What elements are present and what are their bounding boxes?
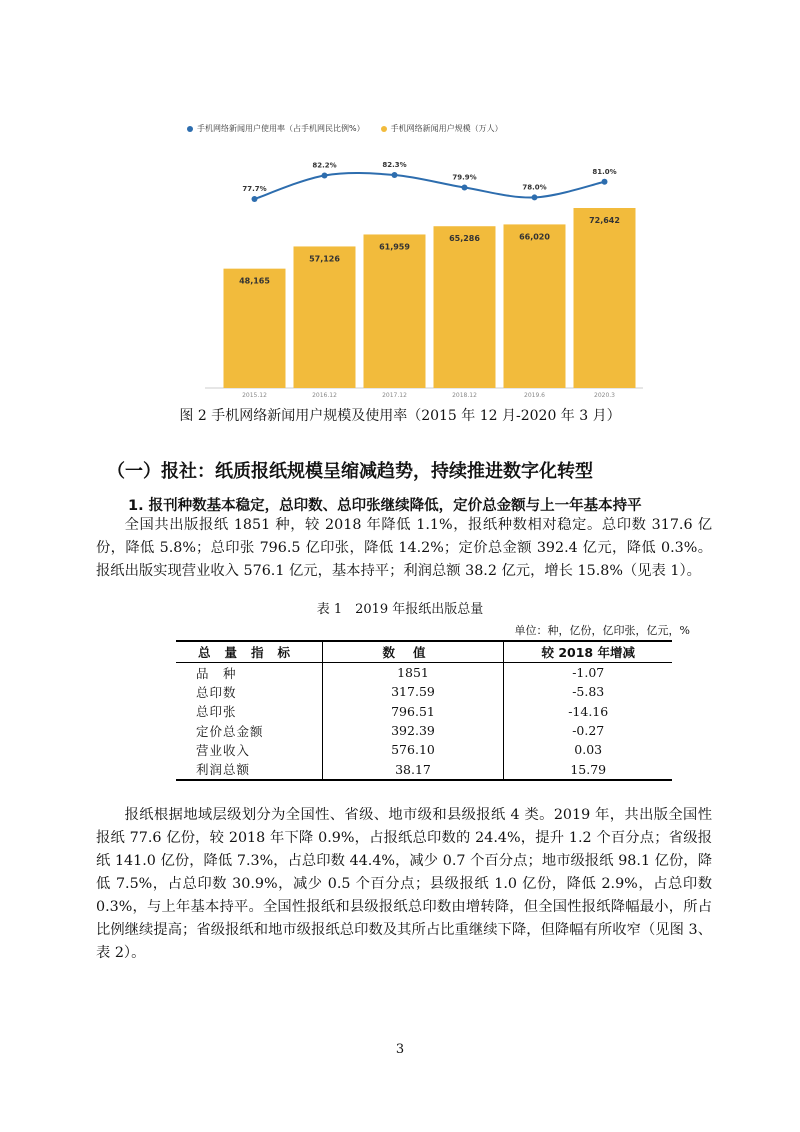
bar-label: 66,020 (519, 232, 550, 242)
rate-point (252, 196, 258, 202)
table-header-row (176, 641, 672, 663)
row-change: -14.16 (568, 703, 609, 719)
bar-2019.6 (504, 224, 566, 388)
newspaper-table (176, 640, 672, 781)
bar-label: 48,165 (239, 276, 270, 286)
bar-2018.12 (434, 226, 496, 388)
header-value: 数值 (322, 641, 504, 663)
table-row (176, 663, 672, 683)
legend-item-scale (381, 123, 503, 134)
row-change: 15.79 (504, 759, 672, 779)
row-value: 576.10 (322, 740, 504, 759)
x-tick-label: 2017.12 (382, 392, 407, 399)
row-value: 796.51 (322, 702, 504, 721)
bar-label: 61,959 (379, 242, 410, 252)
row-value: 317.59 (322, 682, 504, 701)
row-value: 38.17 (322, 759, 504, 779)
header-indicator: 总量指标 (176, 641, 322, 663)
legend-marker-rate (187, 126, 193, 132)
table-row (176, 740, 672, 759)
table-row (176, 702, 672, 721)
legend-label-rate: 手机网络新闻用户使用率（占手机网民比例%） (197, 124, 365, 133)
bar-2016.12 (294, 246, 356, 388)
rate-label: 82.3% (382, 161, 407, 169)
x-tick-label: 2015.12 (242, 392, 267, 399)
rate-label: 81.0% (592, 167, 617, 176)
rate-point (532, 194, 538, 200)
bar-2020.3 (574, 208, 636, 388)
row-label: 利润总额 (176, 759, 322, 779)
rate-point (462, 185, 468, 191)
rate-point (602, 179, 608, 185)
figure-caption: 图 2 手机网络新闻用户规模及使用率（2015 年 12 月-2020 年 3 月） (179, 408, 621, 424)
x-tick-label: 2016.12 (312, 392, 337, 399)
table-unit: 单位：种，亿份，亿印张，亿元，% (514, 624, 690, 637)
bar-label: 65,286 (449, 234, 480, 244)
sub-title: 1. 报刊种数基本稳定，总印数、总印张继续降低，定价总金额与上一年基本持平 (128, 498, 642, 514)
bar-2017.12 (364, 234, 426, 388)
x-tick-label: 2020.3 (594, 392, 615, 399)
legend-label-scale: 手机网络新闻用户规模（万人） (390, 124, 503, 133)
row-change: 0.03 (574, 742, 603, 758)
x-tick-label: 2019.6 (524, 392, 545, 399)
legend-item-rate (187, 123, 365, 134)
row-change: -1.07 (572, 665, 605, 681)
paragraph-2: 报纸根据地域层级划分为全国性、省级、地市级和县级报纸 4 类。2019 年，共出版全国性报纸 77.6 亿份，较 2018 年下降 0.9%，占报纸总印数的 24.4%，提升 1.2 个百分点；省级报纸 141.0 亿份，降低 7.3%，占总印数 44.4%，减少 0.7 个百分点；地市级报纸 98.1 亿份，降低 7.5%，占总印数 30.9%，减少 0.5 个百分点；县级报纸 1.0 亿份，降低 2.9%，占总印数 0.3%，与上年基本持平。全国性报纸和县级报纸总印数由增转降，但全国性报纸降幅最小，所占比例继续提高；省级报纸和地市级报纸总印数及其所占比重继续下降，但降幅有所收窄（见图 3、表 2）。 (96, 807, 712, 961)
rate-label: 78.0% (522, 183, 547, 192)
page-number: 3 (395, 1042, 405, 1057)
row-label: 营业收入 (196, 742, 251, 758)
header-change: 较 2018 年增减 (504, 641, 672, 663)
bar-group (224, 208, 636, 388)
table-row (176, 682, 672, 701)
bar-label: 57,126 (309, 254, 340, 264)
rate-label: 77.7% (242, 185, 267, 193)
rate-point (322, 173, 328, 179)
row-label: 总印张 (196, 704, 237, 720)
row-change: -0.27 (572, 723, 605, 739)
row-value: 1851 (322, 663, 504, 683)
bar-label: 72,642 (589, 216, 620, 225)
rate-label: 79.9% (452, 173, 477, 182)
section-title: （一）报社：纸质报纸规模呈缩减趋势，持续推进数字化转型 (107, 461, 593, 482)
legend-marker-scale (381, 126, 387, 132)
rate-points (252, 172, 608, 202)
table-row (176, 721, 672, 740)
row-label: 总印数 (196, 684, 237, 700)
row-label: 品 种 (196, 665, 237, 681)
rate-point (392, 172, 398, 178)
paragraph-1: 全国共出版报纸 1851 种，较 2018 年降低 1.1%，报纸种数相对稳定。总印数 317.6 亿份，降低 5.8%；总印张 796.5 亿印张，降低 14.2%；定价总金额 392.4 亿元，降低 0.3%。报纸出版实现营业收入 576.1 亿元，基本持平；利润总额 38.2 亿元，增长 15.8%（见表 1）。 (96, 517, 712, 579)
x-tick-label: 2018.12 (452, 392, 477, 399)
bar-2015.12 (224, 269, 286, 388)
table-row (176, 759, 672, 779)
rate-label: 82.2% (312, 161, 337, 170)
user-scale-chart (0, 0, 800, 400)
chart-legend (187, 123, 503, 134)
row-label: 定价总金额 (196, 723, 264, 739)
row-value: 392.39 (322, 721, 504, 740)
row-change: -5.83 (572, 684, 605, 700)
rate-line (255, 173, 605, 199)
table-title: 表 1 2019 年报纸出版总量 (316, 602, 484, 617)
